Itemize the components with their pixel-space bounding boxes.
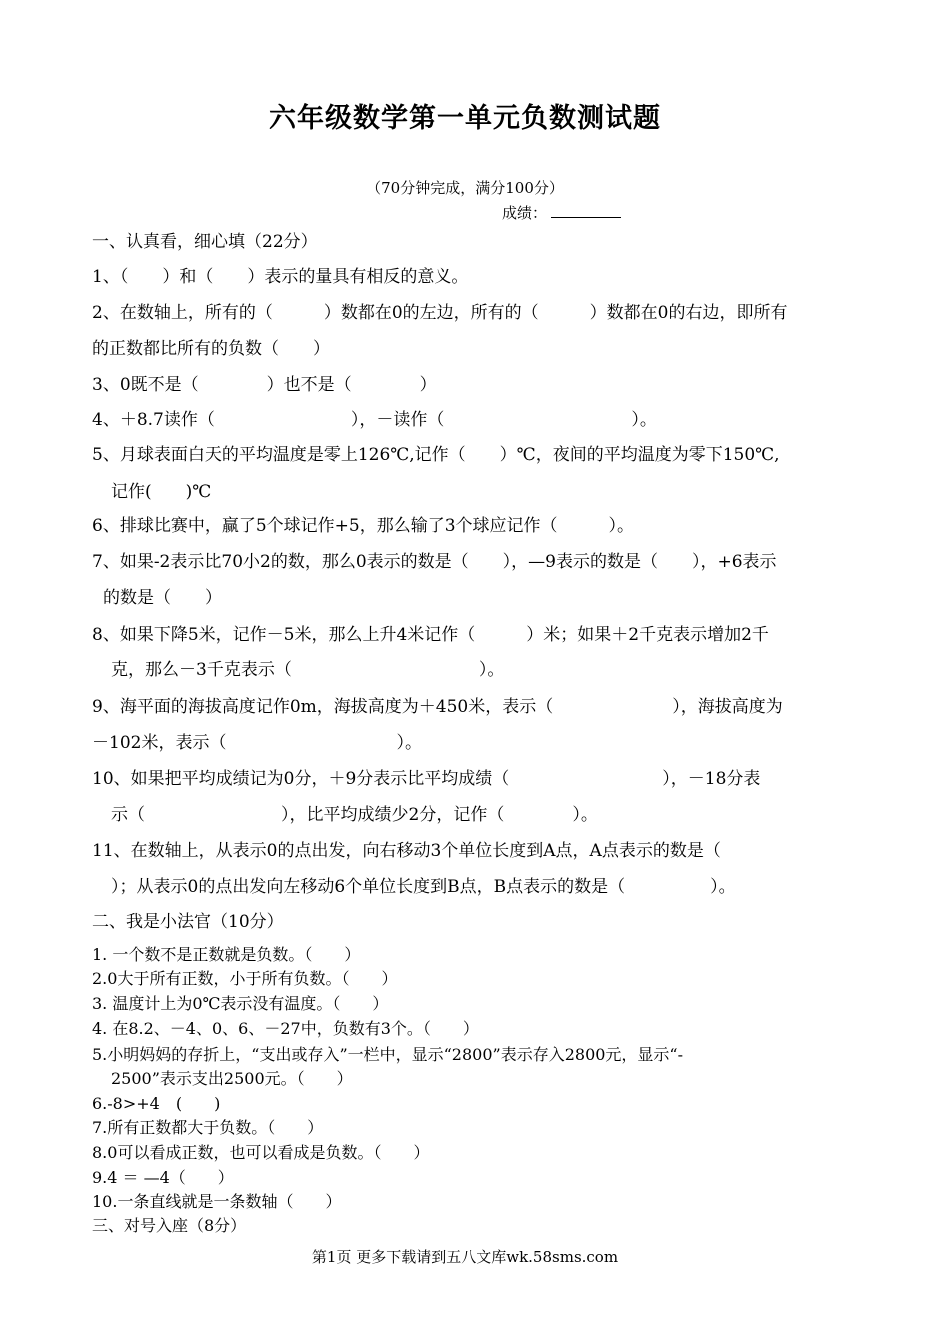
exam-subtitle: （70分钟完成，满分100分） [366, 179, 564, 197]
question-line: 6.-8>+4 ( ) [92, 1094, 221, 1113]
question-line: 5、月球表面白天的平均温度是零上126℃,记作（ ）℃，夜间的平均温度为零下150℃, [92, 445, 780, 465]
question-line: 2.0大于所有正数，小于所有负数。（ ） [92, 969, 398, 988]
question-line: 的正数都比所有的负数（ ） [92, 339, 330, 359]
question-line: 示（ ），比平均成绩少2分，记作（ ）。 [111, 805, 598, 825]
page-footer: 第1页 更多下载请到五八文库wk.58sms.com [311, 1248, 619, 1266]
question-line: 3. 温度计上为0℃表示没有温度。（ ） [92, 994, 389, 1013]
question-line: 1、（ ）和（ ）表示的量具有相反的意义。 [92, 267, 469, 287]
section-2-heading: 二、我是小法官（10分） [92, 912, 284, 932]
score-field [502, 202, 621, 223]
question-line: 7.所有正数都大于负数。（ ） [92, 1118, 324, 1137]
score-label: 成绩： [502, 204, 548, 222]
question-line: 5.小明妈妈的存折上，“支出或存入”一栏中，显示“2800”表示存入2800元，显示“- [92, 1045, 684, 1064]
question-line: 2、在数轴上，所有的（ ）数都在0的左边，所有的（ ）数都在0的右边，即所有 [92, 303, 788, 323]
page-title: 六年级数学第一单元负数测试题 [269, 103, 661, 134]
question-line: 记作( )℃ [111, 482, 212, 502]
section-1-heading: 一、认真看，细心填（22分） [92, 232, 318, 252]
question-line: 2500”表示支出2500元。（ ） [111, 1069, 353, 1088]
question-line: 的数是（ ） [103, 588, 222, 608]
question-line: －102米，表示（ ）。 [92, 733, 422, 753]
question-line: 8、如果下降5米，记作－5米，那么上升4米记作（ ）米；如果＋2千克表示增加2千 [92, 625, 769, 645]
question-line: 克，那么－3千克表示（ ）。 [111, 660, 505, 680]
question-line: 3、0既不是（ ）也不是（ ） [92, 375, 437, 395]
question-line: 1. 一个数不是正数就是负数。（ ） [92, 945, 361, 964]
question-line: 8.0可以看成正数，也可以看成是负数。（ ） [92, 1143, 430, 1162]
question-line: 4. 在8.2、－4、0、6、－27中，负数有3个。（ ） [92, 1019, 479, 1038]
question-line: 11、在数轴上，从表示0的点出发，向右移动3个单位长度到A点，A点表示的数是（ [92, 841, 721, 861]
question-line: 4、＋8.7读作（ ），－读作（ ）。 [92, 410, 657, 430]
question-line: 9.4 ＝ —4（ ） [92, 1168, 234, 1187]
question-line: ）；从表示0的点出发向左移动6个单位长度到B点，B点表示的数是（ ）。 [111, 877, 736, 897]
question-line: 10.一条直线就是一条数轴（ ） [92, 1192, 342, 1211]
question-line: 10、如果把平均成绩记为0分，＋9分表示比平均成绩（ ），－18分表 [92, 769, 761, 789]
score-blank-line [551, 203, 621, 218]
question-line: 6、排球比赛中，赢了5个球记作+5，那么输了3个球应记作（ ）。 [92, 516, 635, 536]
question-line: 7、如果-2表示比70小2的数，那么0表示的数是（ ），—9表示的数是（ ），+6表示 [92, 552, 777, 572]
question-line: 9、海平面的海拔高度记作0m，海拔高度为＋450米，表示（ ），海拔高度为 [92, 697, 783, 717]
section-3-heading: 三、对号入座（8分） [92, 1216, 247, 1235]
